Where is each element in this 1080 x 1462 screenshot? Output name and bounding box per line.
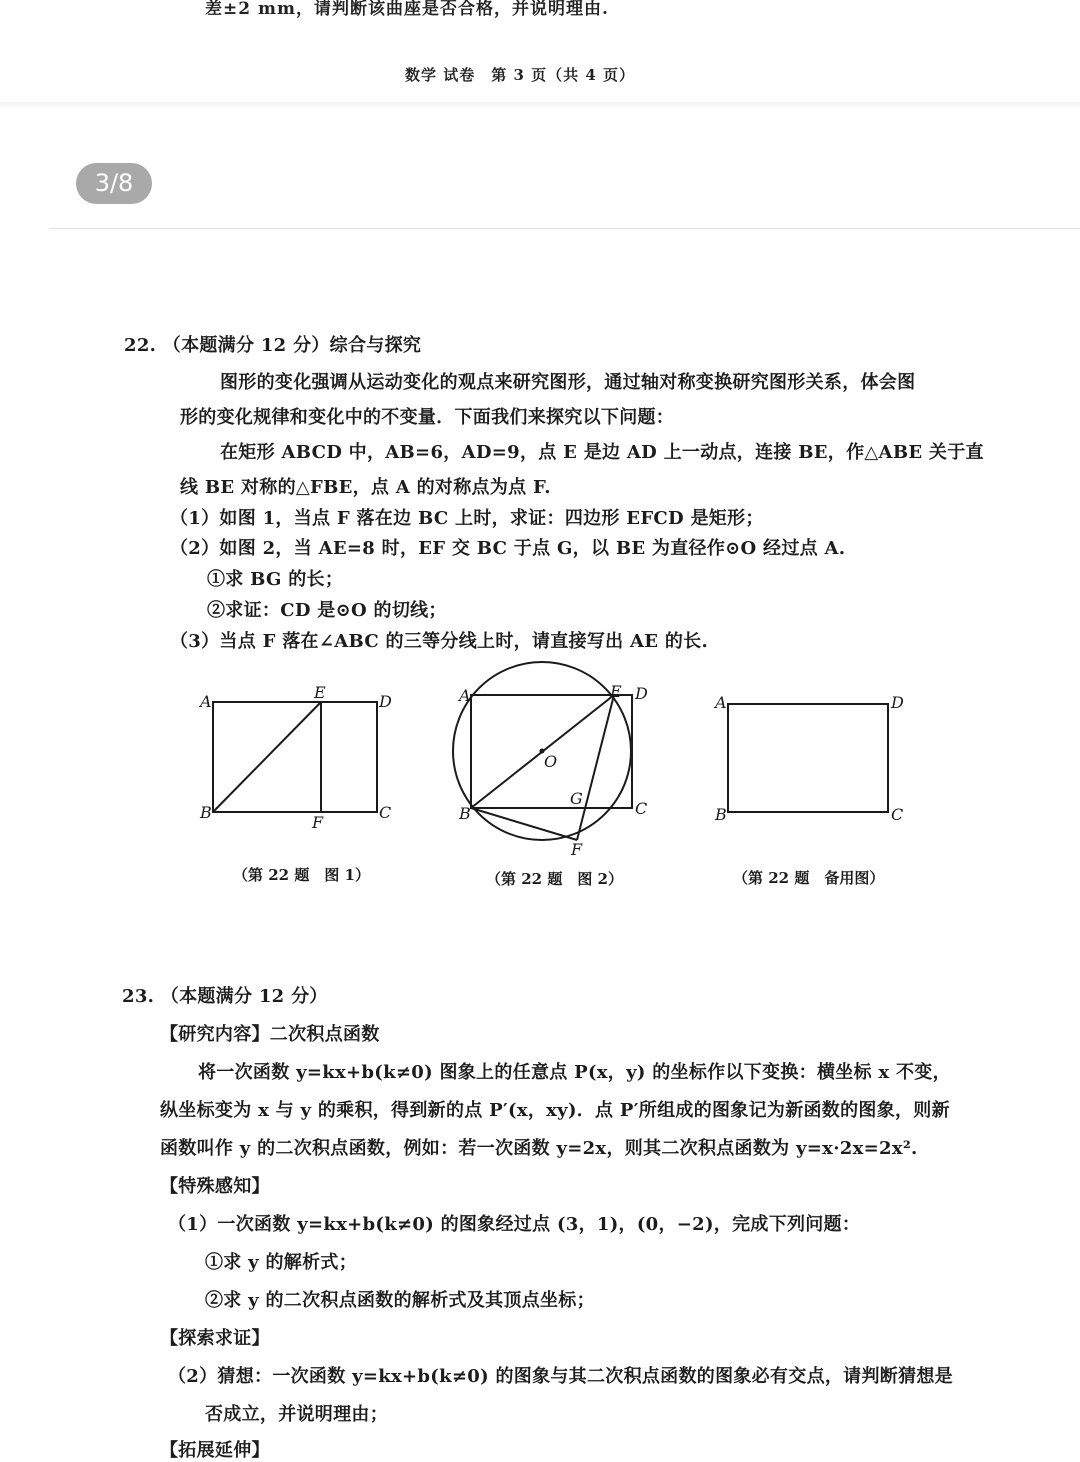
fig2-label-o: O (544, 752, 558, 771)
q23-line-1: 将一次函数 y=kx+b(k≠0) 图象上的任意点 P(x，y) 的坐标作以下变换：横坐标 x 不变， (198, 1062, 951, 1083)
q23-part-2: （2）猜想：一次函数 y=kx+b(k≠0) 的图象与其二次积点函数的图象必有交点，请判断猜想是 (168, 1366, 953, 1387)
fig1-label-a: A (200, 692, 212, 711)
q22-part-1: （1）如图 1，当点 F 落在边 BC 上时，求证：四边形 EFCD 是矩形； (170, 508, 764, 529)
fig2-segment-ef (577, 695, 614, 840)
fig1-rectangle-abcd (213, 702, 377, 812)
fig3-label-c: C (891, 805, 904, 824)
q23-part-1-i: ①求 y 的解析式； (205, 1252, 357, 1273)
q23-section-special: 【特殊感知】 (160, 1176, 270, 1197)
fig3-label-b: B (715, 805, 727, 824)
fig2-label-c: C (635, 799, 648, 818)
q23-section-research: 【研究内容】二次积点函数 (160, 1024, 380, 1045)
q22-figure-spare (710, 680, 910, 830)
fig1-label-e: E (314, 683, 326, 702)
fig2-label-g: G (570, 789, 583, 808)
fig1-label-c: C (379, 803, 392, 822)
figure-spare-caption: （第 22 题 备用图） (733, 869, 885, 887)
fig2-label-f: F (571, 840, 583, 859)
q22-figure-2 (445, 655, 655, 860)
q23-header: 23. （本题满分 12 分） (122, 986, 328, 1007)
fig3-rectangle-abcd (728, 704, 888, 812)
fig3-label-d: D (891, 693, 904, 712)
page-counter-badge[interactable]: 3/8 (76, 163, 152, 204)
q22-part-2-ii: ②求证：CD 是⊙O 的切线； (207, 600, 447, 621)
fig1-segment-be (213, 702, 321, 812)
q23-part-2-cont: 否成立，并说明理由； (205, 1404, 388, 1425)
q22-header: 22. （本题满分 12 分）综合与探究 (124, 335, 422, 356)
q23-line-3: 函数叫作 y 的二次积点函数，例如：若一次函数 y=2x，则其二次积点函数为 y=x·2x=2x². (160, 1138, 918, 1159)
q23-section-extend: 【拓展延伸】 (160, 1440, 270, 1461)
fig2-label-d: D (635, 684, 648, 703)
fig2-segment-bf (471, 808, 577, 840)
q22-line-3: 在矩形 ABCD 中，AB=6，AD=9，点 E 是边 AD 上一动点，连接 BE，作△ABE 关于直 (220, 442, 984, 463)
q23-part-1-ii: ②求 y 的二次积点函数的解析式及其顶点坐标； (205, 1290, 595, 1311)
fig3-label-a: A (715, 693, 727, 712)
q22-figure-1 (195, 680, 395, 830)
q23-part-1: （1）一次函数 y=kx+b(k≠0) 的图象经过点 (3，1)，(0，−2)，完成下列问题： (168, 1214, 861, 1235)
fig1-label-d: D (379, 692, 392, 711)
previous-page-cut-text: 差±2 mm，请判断该曲座是否合格，并说明理由. (205, 0, 609, 19)
figure-2-caption: （第 22 题 图 2） (486, 870, 623, 888)
q22-part-2-i: ①求 BG 的长； (207, 569, 344, 590)
q23-line-2: 纵坐标变为 x 与 y 的乘积，得到新的点 P′(x，xy)．点 P′所组成的图象记为新函数的图象，则新 (160, 1100, 950, 1121)
q23-section-explore: 【探索求证】 (160, 1328, 270, 1349)
fig2-label-a: A (459, 686, 471, 705)
q22-line-2: 形的变化规律和变化中的不变量．下面我们来探究以下问题： (180, 407, 675, 428)
fig1-label-f: F (312, 813, 324, 830)
q22-part-2: （2）如图 2，当 AE=8 时，EF 交 BC 于点 G，以 BE 为直径作⊙O 经过点 A. (170, 538, 846, 559)
previous-page-footer: 数学 试卷 第 3 页（共 4 页） (405, 66, 635, 84)
figure-1-caption: （第 22 题 图 1） (233, 866, 370, 884)
fig1-label-b: B (200, 803, 212, 822)
fig2-label-b: B (459, 804, 471, 823)
q22-line-4: 线 BE 对称的△FBE，点 A 的对称点为点 F. (180, 477, 551, 498)
q22-line-1: 图形的变化强调从运动变化的观点来研究图形，通过轴对称变换研究图形关系，体会图 (220, 372, 916, 393)
fig2-label-e: E (610, 682, 622, 701)
q22-part-3: （3）当点 F 落在∠ABC 的三等分线上时，请直接写出 AE 的长. (170, 631, 709, 652)
page-divider (50, 228, 1080, 229)
page-edge-shadow (0, 102, 1080, 110)
